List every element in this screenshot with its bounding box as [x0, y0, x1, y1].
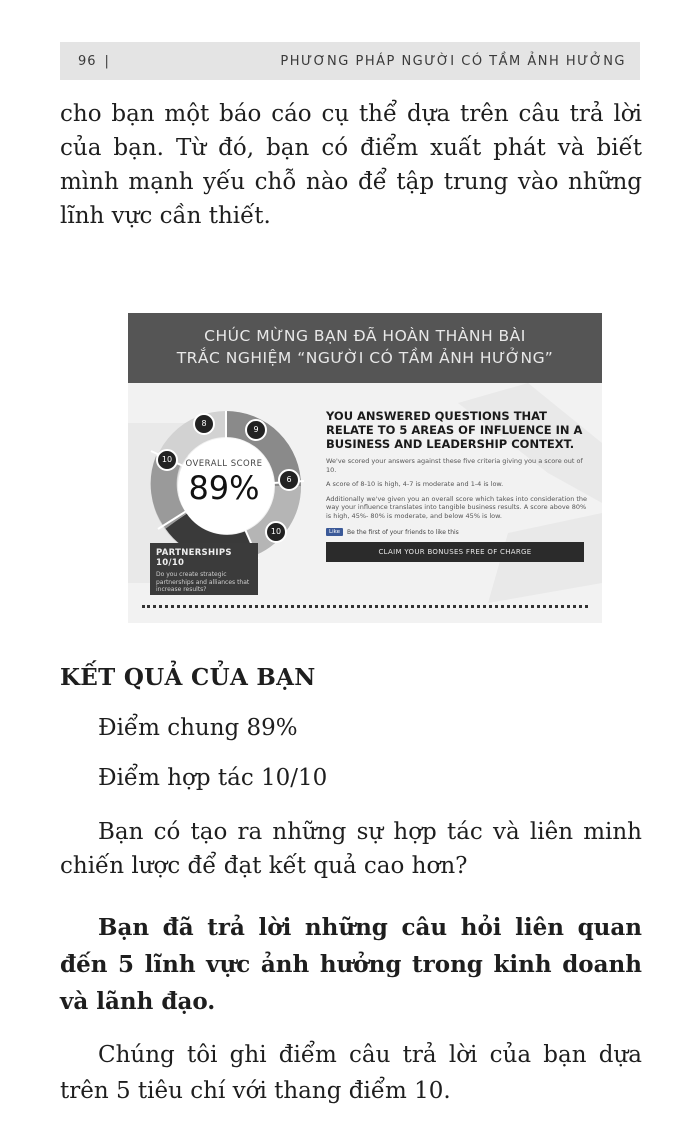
page-header	[60, 42, 640, 80]
figure-banner	[128, 313, 602, 383]
figure-text-criteria: We've scored your answers against these five criteria giving you a score out of 10.	[326, 457, 583, 474]
like-text: Be the first of your friends to like this	[346, 528, 459, 536]
claim-bonuses-button[interactable]: CLAIM YOUR BONUSES FREE OF CHARGE	[326, 542, 584, 562]
ring-score-badge: 6	[278, 469, 300, 491]
bold-summary-paragraph: Bạn đã trả lời những câu hỏi liên quan đến 5 lĩnh vực ảnh hưởng trong kinh doanh và lãnh đạo.	[60, 914, 642, 1015]
partnership-question: Bạn có tạo ra những sự hợp tác và liên minh chiến lược để đạt kết quả cao hơn?	[60, 819, 642, 879]
ring-score-badge: 10	[265, 521, 287, 543]
final-paragraph: Chúng tôi ghi điểm câu trả lời của bạn dựa trên 5 tiêu chí với thang điểm 10.	[60, 1042, 642, 1104]
like-button[interactable]: Like	[326, 528, 343, 536]
overall-score-label: OVERALL SCORE	[185, 459, 263, 469]
results-heading: KẾT QUẢ CỦA BẠN	[60, 664, 316, 691]
figure-text-overall: Additionally we've given you an overall score which takes into consideration the way your influence translates into tangible business results. A score above 80% is high, 45%- 80% is moderate, and below 45% is low.	[326, 494, 588, 520]
overall-score-line: Điểm chung 89%	[98, 715, 298, 741]
banner-line-2: TRẮC NGHIỆM “NGƯỜI CÓ TẦM ẢNH HƯỞNG”	[176, 349, 554, 367]
ring-score-badge: 10	[156, 449, 178, 471]
ring-score-badge: 9	[245, 419, 267, 441]
figure-body	[128, 383, 602, 623]
dotted-divider	[142, 605, 588, 608]
ring-score-badge: 8	[193, 413, 215, 435]
figure-text-column	[326, 409, 588, 562]
running-title: PHƯƠNG PHÁP NGƯỜI CÓ TẦM ẢNH HƯỞNG	[280, 53, 626, 69]
partnerships-title: PARTNERSHIPS 10/10	[156, 548, 232, 568]
header-separator: |	[104, 53, 110, 69]
quiz-result-screenshot	[128, 313, 602, 623]
overall-score-value: 89%	[188, 469, 260, 507]
partnerships-text: Do you create strategic partnerships and alliances that increase results?	[156, 571, 250, 593]
page-number: 96	[78, 53, 97, 69]
partnerships-callout	[150, 543, 258, 595]
figure-heading: YOU ANSWERED QUESTIONS THAT RELATE TO 5 AREAS OF INFLUENCE IN A BUSINESS AND LEADERSHIP CONTEXT.	[326, 409, 583, 451]
banner-line-1: CHÚC MỪNG BẠN ĐÃ HOÀN THÀNH BÀI	[204, 327, 526, 345]
like-row	[326, 528, 588, 536]
figure-text-scale: A score of 8-10 is high, 4-7 is moderate and 1-4 is low.	[326, 480, 504, 488]
intro-paragraph: cho bạn một báo cáo cụ thể dựa trên câu trả lời của bạn. Từ đó, bạn có điểm xuất phát và biết mình mạnh yếu chỗ nào để tập trung vào những lĩnh vực cần thiết.	[60, 101, 642, 229]
partnership-score-line: Điểm hợp tác 10/10	[98, 765, 328, 791]
